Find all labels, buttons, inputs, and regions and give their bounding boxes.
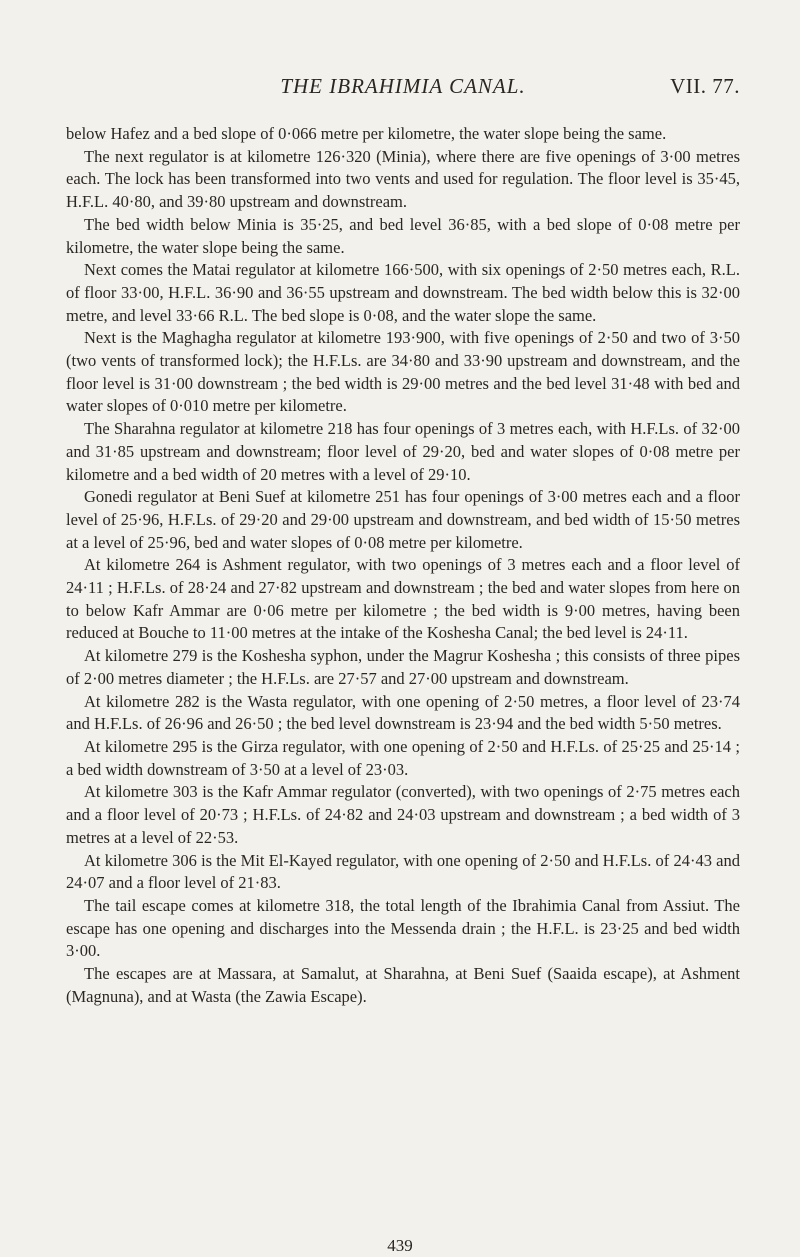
paragraph: Gonedi regulator at Beni Suef at kilometre 251 has four openings of 3·00 metres each and a floor level of 25·96, H.F.Ls. of 29·20 and 29·00 upstream and downstream, and bed width of 15·50 metres at a level of 25·96, bed and water slopes of 0·08 metre per kilometre. xyxy=(66,487,740,552)
paragraph: At kilometre 295 is the Girza regulator, with one opening of 2·50 and H.F.Ls. of 25·25 and 25·14 ; a bed width downstream of 3·50 at a level of 23·03. xyxy=(66,736,740,779)
paragraph: At kilometre 303 is the Kafr Ammar regulator (converted), with two openings of 2·75 metres each and a floor level of 20·73 ; H.F.Ls. of 24·82 and 24·03 upstream and downstream ; a bed width of 3 metres at a level of 22·53. xyxy=(66,782,740,847)
section-reference: VII. 77. xyxy=(670,74,740,98)
body-text xyxy=(66,123,740,1008)
paragraph: At kilometre 282 is the Wasta regulator, with one opening of 2·50 metres, a floor level of 23·74 and H.F.Ls. of 26·96 and 26·50 ; the bed level downstream is 23·94 and the bed width 5·50 metres. xyxy=(66,691,740,734)
paragraph: below Hafez and a bed slope of 0·066 metre per kilometre, the water slope being the same. xyxy=(66,124,667,143)
paragraph: At kilometre 264 is Ashment regulator, with two openings of 3 metres each and a floor level of 24·11 ; H.F.Ls. of 28·24 and 27·82 upstream and downstream ; the bed and water slopes from here on to below Kafr Ammar are 0·06 metre per kilometre ; the bed width is 9·00 metres, having been reduced at Bouche to 11·00 metres at the intake of the Koshesha Canal; the bed level is 24·11. xyxy=(66,555,740,643)
paragraph: The bed width below Minia is 35·25, and bed level 36·85, with a bed slope of 0·08 metre per kilometre, the water slope being the same. xyxy=(66,214,740,257)
paragraph: The next regulator is at kilometre 126·320 (Minia), where there are five openings of 3·00 metres each. The lock has been transformed into two vents and used for regulation. The floor level is 35·45, H.F.L. 40·80, and 39·80 upstream and downstream. xyxy=(66,146,740,212)
paragraph: The tail escape comes at kilometre 318, the total length of the Ibrahimia Canal from Assiut. The escape has one opening and discharges into the Messenda drain ; the H.F.L. is 23·25 and bed width 3·00. xyxy=(66,895,740,961)
page-number: 439 xyxy=(387,1236,413,1255)
paragraph: At kilometre 279 is the Koshesha syphon, under the Magrur Koshesha ; this consists of three pipes of 2·00 metres diameter ; the H.F.Ls. are 27·57 and 27·00 upstream and downstream. xyxy=(66,646,740,688)
paragraph: At kilometre 306 is the Mit El-Kayed regulator, with one opening of 2·50 and H.F.Ls. of 24·43 and 24·07 and a floor level of 21·83. xyxy=(66,850,740,893)
page-header xyxy=(66,74,740,104)
paragraph: The Sharahna regulator at kilometre 218 has four openings of 3 metres each, with H.F.Ls. of 32·00 and 31·85 upstream and downstream; floor level of 29·20, bed and water slopes of 0·08 metre per kilometre and a bed width of 20 metres with a level of 29·10. xyxy=(66,419,740,484)
paragraph: Next comes the Matai regulator at kilometre 166·500, with six openings of 2·50 metres each, R.L. of floor 33·00, H.F.L. 36·90 and 36·55 upstream and downstream. The bed width below this is 32·00 metre, and level 33·66 R.L. The bed slope is 0·08, and the water slope the same. xyxy=(66,260,740,325)
paragraph: The escapes are at Massara, at Samalut, at Sharahna, at Beni Suef (Saaida escape), at Ashment (Magnuna), and at Wasta (the Zawia Escape). xyxy=(66,964,740,1006)
paragraph: Next is the Maghagha regulator at kilometre 193·900, with five openings of 2·50 and two of 3·50 (two vents of transformed lock); the H.F.Ls. are 34·80 and 33·90 upstream and downstream, and the floor level is 31·00 downstream ; the bed width is 29·00 metres and the bed level 31·48 with bed and water slopes of 0·010 metre per kilometre. xyxy=(66,328,740,416)
running-title: THE IBRAHIMIA CANAL. xyxy=(280,74,526,98)
